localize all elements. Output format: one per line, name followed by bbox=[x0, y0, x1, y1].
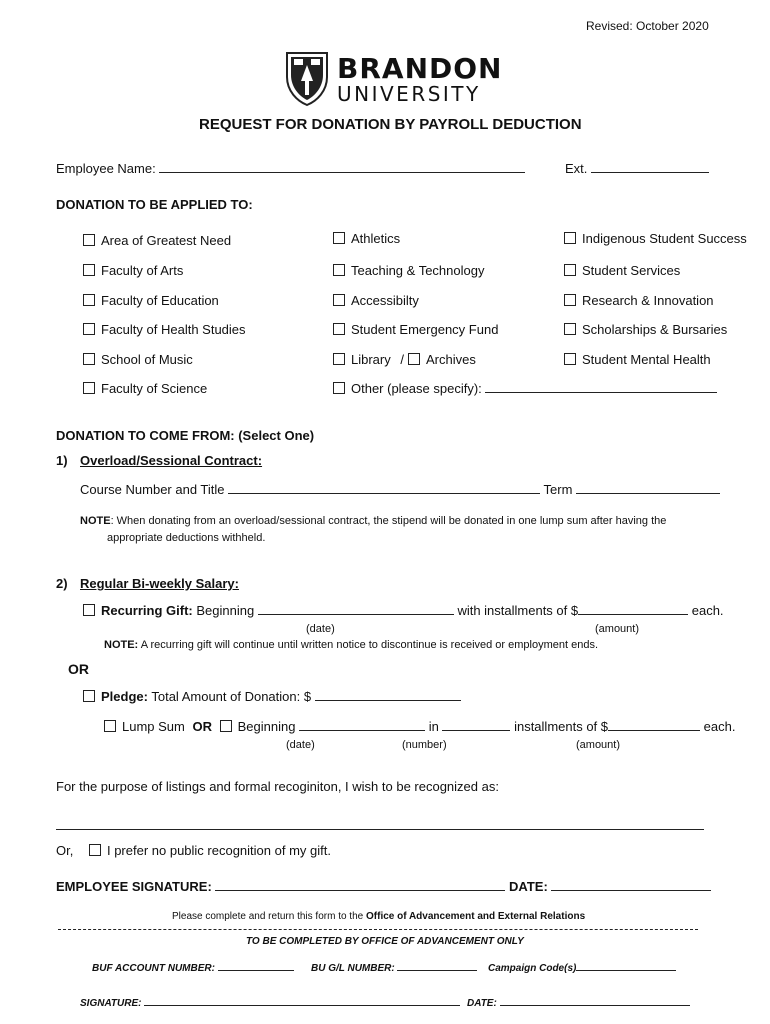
section1-note-line2: appropriate deductions withheld. bbox=[107, 532, 266, 544]
recurring-amount-field[interactable] bbox=[578, 603, 688, 615]
office-date-field[interactable] bbox=[500, 996, 690, 1006]
section2-number: 2) bbox=[56, 576, 68, 591]
office-signature-row: SIGNATURE: bbox=[80, 996, 460, 1009]
checkbox[interactable] bbox=[564, 323, 576, 335]
employee-signature-row: EMPLOYEE SIGNATURE: DATE: bbox=[56, 879, 711, 894]
pledge-number-hint: (number) bbox=[402, 739, 447, 751]
bugl-row: BU G/L NUMBER: bbox=[311, 961, 477, 974]
option-indigenous-success[interactable]: Indigenous Student Success bbox=[564, 231, 747, 246]
buf-field[interactable] bbox=[218, 961, 294, 971]
option-faculty-science[interactable]: Faculty of Science bbox=[83, 381, 207, 396]
come-from-heading: DONATION TO COME FROM: (Select One) bbox=[56, 428, 315, 443]
option-faculty-education[interactable]: Faculty of Education bbox=[83, 293, 219, 308]
office-use-heading: TO BE COMPLETED BY OFFICE OF ADVANCEMENT ONLY bbox=[246, 936, 524, 947]
pledge-options-row: Lump Sum OR Beginning in installments of $ each. bbox=[104, 719, 735, 734]
checkbox[interactable] bbox=[564, 294, 576, 306]
ext-row bbox=[565, 161, 709, 176]
checkbox[interactable] bbox=[564, 353, 576, 365]
page-title: REQUEST FOR DONATION BY PAYROLL DEDUCTION bbox=[199, 116, 582, 133]
section1-note: NOTE: When donating from an overload/sessional contract, the stipend will be donated in one lump sum after having the bbox=[80, 515, 667, 527]
installments-checkbox[interactable] bbox=[220, 720, 232, 732]
recurring-date-hint: (date) bbox=[306, 623, 335, 635]
ext-field[interactable] bbox=[591, 161, 709, 173]
checkbox[interactable] bbox=[333, 382, 345, 394]
university-logo bbox=[283, 51, 331, 110]
checkbox[interactable] bbox=[333, 323, 345, 335]
course-row: Course Number and Title Term bbox=[80, 482, 720, 497]
office-signature-field[interactable] bbox=[144, 996, 460, 1006]
ext-label: Ext. bbox=[565, 161, 588, 176]
recurring-amount-hint: (amount) bbox=[595, 623, 640, 635]
bugl-field[interactable] bbox=[397, 961, 477, 971]
divider bbox=[58, 929, 698, 930]
option-mental-health[interactable]: Student Mental Health bbox=[564, 352, 711, 367]
recurring-begin-date-field[interactable] bbox=[258, 603, 454, 615]
section1-title: Overload/Sessional Contract: bbox=[80, 453, 263, 468]
campaign-field[interactable] bbox=[576, 961, 676, 971]
checkbox[interactable] bbox=[83, 353, 95, 365]
option-athletics[interactable]: Athletics bbox=[333, 231, 400, 246]
employee-name-label: Employee Name: bbox=[56, 161, 156, 176]
pledge-date-hint: (date) bbox=[286, 739, 315, 751]
checkbox[interactable] bbox=[83, 382, 95, 394]
option-faculty-health[interactable]: Faculty of Health Studies bbox=[83, 322, 246, 337]
term-field[interactable] bbox=[576, 482, 720, 494]
pledge-amount-field[interactable] bbox=[315, 689, 461, 701]
option-teaching-technology[interactable]: Teaching & Technology bbox=[333, 263, 484, 278]
applied-to-heading: DONATION TO BE APPLIED TO: bbox=[56, 197, 253, 212]
option-library[interactable]: Library / bbox=[333, 352, 410, 367]
campaign-row: Campaign Code(s) bbox=[488, 961, 676, 974]
employee-date-field[interactable] bbox=[551, 879, 711, 891]
checkbox[interactable] bbox=[83, 294, 95, 306]
checkbox[interactable] bbox=[333, 232, 345, 244]
employee-name-row bbox=[56, 161, 525, 176]
option-school-music[interactable]: School of Music bbox=[83, 352, 193, 367]
revised-date: Revised: October 2020 bbox=[586, 19, 709, 33]
employee-signature-field[interactable] bbox=[215, 879, 505, 891]
pledge-begin-date-field[interactable] bbox=[299, 719, 425, 731]
logo-line2: UNIVERSITY bbox=[337, 82, 481, 106]
checkbox[interactable] bbox=[83, 323, 95, 335]
checkbox[interactable] bbox=[83, 234, 95, 246]
checkbox[interactable] bbox=[564, 232, 576, 244]
checkbox[interactable] bbox=[564, 264, 576, 276]
recurring-checkbox[interactable] bbox=[83, 604, 95, 616]
pledge-amount-hint: (amount) bbox=[576, 739, 621, 751]
recognition-text: For the purpose of listings and formal recoginiton, I wish to be recognized as: bbox=[56, 779, 499, 794]
pledge-checkbox[interactable] bbox=[83, 690, 95, 702]
option-faculty-arts[interactable]: Faculty of Arts bbox=[83, 263, 183, 278]
option-other[interactable]: Other (please specify): bbox=[333, 381, 717, 396]
brandon-crest-icon bbox=[283, 51, 331, 107]
logo-line1: BRANDON bbox=[337, 52, 503, 85]
option-student-services[interactable]: Student Services bbox=[564, 263, 680, 278]
pledge-row: Pledge: Total Amount of Donation: $ bbox=[83, 689, 461, 704]
checkbox[interactable] bbox=[83, 264, 95, 276]
option-research-innovation[interactable]: Research & Innovation bbox=[564, 293, 714, 308]
option-area-greatest-need[interactable]: Area of Greatest Need bbox=[83, 233, 231, 248]
checkbox[interactable] bbox=[408, 353, 420, 365]
checkbox[interactable] bbox=[333, 353, 345, 365]
buf-row: BUF ACCOUNT NUMBER: bbox=[92, 961, 294, 974]
section1-number: 1) bbox=[56, 453, 68, 468]
recurring-row: Recurring Gift: Beginning with installments of $ each. bbox=[83, 603, 724, 618]
or-label: OR bbox=[68, 661, 89, 677]
section2-title: Regular Bi-weekly Salary: bbox=[80, 576, 239, 591]
recognition-name-field[interactable] bbox=[56, 818, 704, 830]
lump-sum-checkbox[interactable] bbox=[104, 720, 116, 732]
other-specify-field[interactable] bbox=[485, 381, 717, 393]
return-instructions: Please complete and return this form to the Office of Advancement and External Relations bbox=[172, 911, 586, 922]
course-field[interactable] bbox=[228, 482, 540, 494]
no-recognition-checkbox[interactable] bbox=[89, 844, 101, 856]
pledge-number-field[interactable] bbox=[442, 719, 510, 731]
option-student-emergency[interactable]: Student Emergency Fund bbox=[333, 322, 498, 337]
checkbox[interactable] bbox=[333, 294, 345, 306]
option-accessibility[interactable]: Accessibilty bbox=[333, 293, 419, 308]
employee-name-field[interactable] bbox=[159, 161, 525, 173]
option-scholarships[interactable]: Scholarships & Bursaries bbox=[564, 322, 727, 337]
office-date-row: DATE: bbox=[467, 996, 690, 1009]
checkbox[interactable] bbox=[333, 264, 345, 276]
recurring-note: NOTE: A recurring gift will continue until written notice to discontinue is received or employment ends. bbox=[104, 639, 599, 651]
pledge-installment-amount-field[interactable] bbox=[608, 719, 700, 731]
no-recognition-row: Or, I prefer no public recognition of my gift. bbox=[56, 843, 331, 858]
option-archives[interactable]: Archives bbox=[408, 352, 476, 367]
